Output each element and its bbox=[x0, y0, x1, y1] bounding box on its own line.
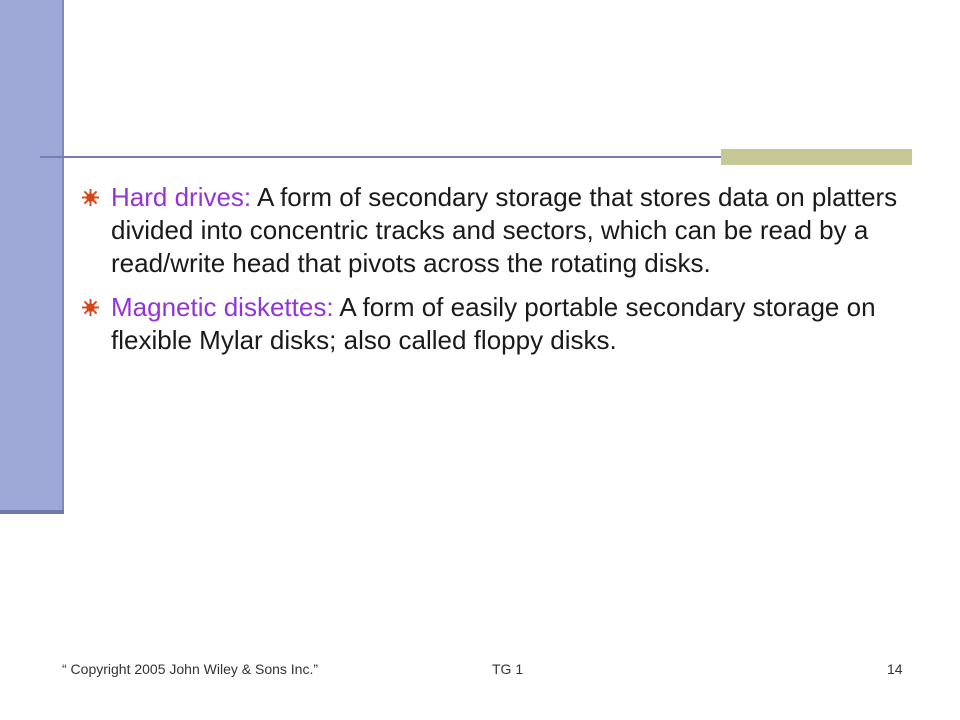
slide-content bbox=[78, 181, 908, 368]
definition-magnetic-diskettes: A form of easily portable secondary storage on flexible Mylar disks; also called floppy disks. bbox=[111, 292, 876, 355]
footer-copyright: “ Copyright 2005 John Wiley & Sons Inc.” bbox=[62, 661, 319, 677]
starburst-bullet-icon bbox=[81, 188, 100, 207]
starburst-bullet-icon bbox=[81, 298, 100, 317]
footer-section: TG 1 bbox=[492, 661, 524, 677]
left-bar-shadow bbox=[0, 510, 64, 514]
term-hard-drives: Hard drives: bbox=[111, 182, 252, 212]
accent-block bbox=[721, 149, 912, 165]
bullet-item-magnetic-diskettes bbox=[78, 291, 908, 357]
bullet-item-hard-drives bbox=[78, 181, 908, 280]
left-bar-edge bbox=[62, 0, 64, 514]
term-magnetic-diskettes: Magnetic diskettes: bbox=[111, 292, 334, 322]
slide-number: 14 bbox=[887, 661, 903, 677]
left-decorative-bar bbox=[0, 0, 62, 512]
definition-hard-drives: A form of secondary storage that stores data on platters divided into concentric tracks and sectors, which can be read by a read/write head that pivots across the rotating disks. bbox=[111, 182, 898, 278]
